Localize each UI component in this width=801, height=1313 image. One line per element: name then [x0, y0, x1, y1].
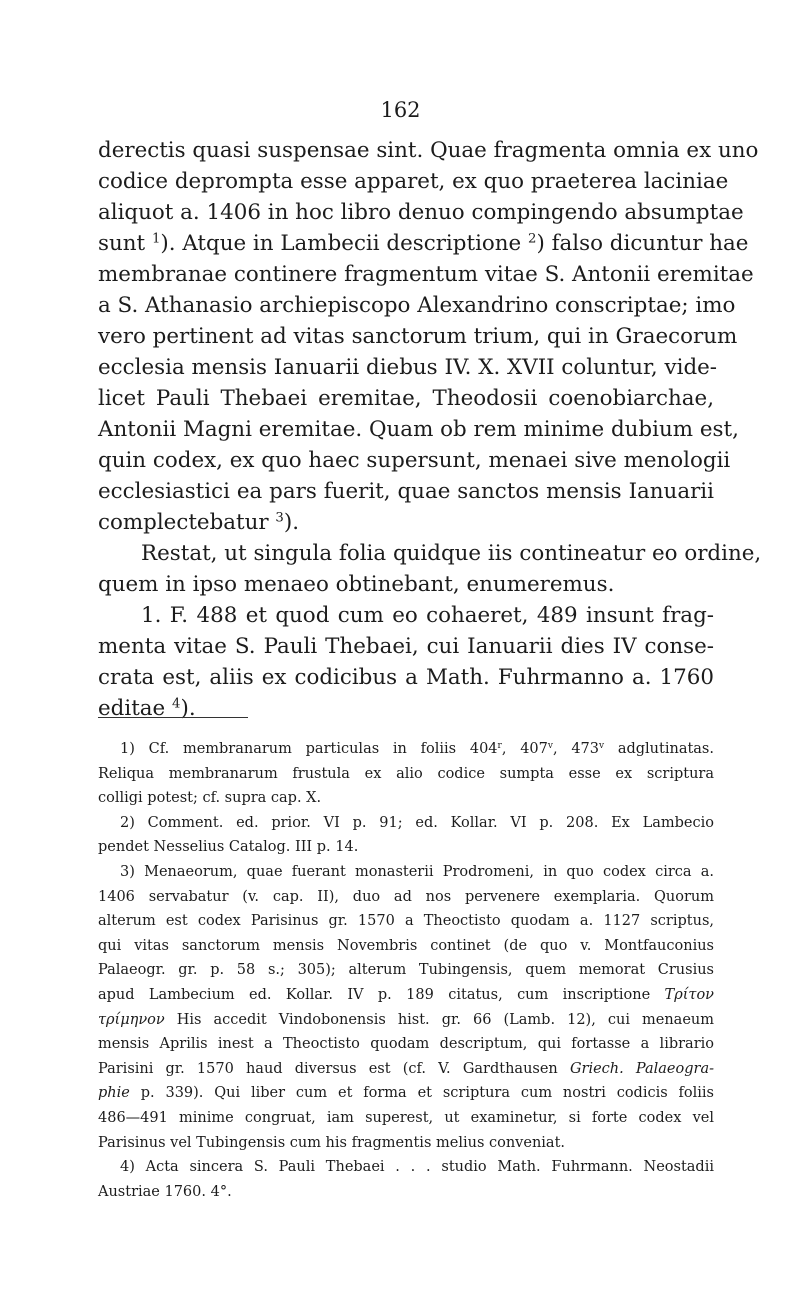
text-line: editae $^4$). [98, 696, 196, 721]
text-line: 1. F. 488 et quod cum eo cohaeret, 489 insunt frag- [141, 603, 714, 628]
text-line: crata est, aliis ex codicibus a Math. Fuhrmanno a. 1760 [98, 665, 714, 690]
footnote-marker: 4) [120, 1159, 146, 1176]
footnote-line: Austriae 1760. 4°. [98, 1183, 232, 1200]
footnote-line: phie p. 339). Qui liber cum et forma et scriptura cum nostri codicis foliis [98, 1085, 714, 1102]
text-line: sunt $^1$). Atque in Lambecii descriptione $^2$) falso dicuntur hae [98, 231, 749, 256]
footnote-line: mensis Aprilis inest a Theoctisto quodam descriptum, qui fortasse a librario [98, 1036, 714, 1053]
text-line: quem in ipso menaeo obtinebant, enumeremus. [98, 572, 615, 597]
footnote-line: colligi potest; cf. supra cap. X. [98, 790, 322, 807]
cited-work: phie [98, 1085, 130, 1102]
footnote-marker: 1) [120, 741, 149, 757]
text-line: a S. Athanasio archiepiscopo Alexandrino conscriptae; imo [98, 293, 736, 318]
text-line: menta vitae S. Pauli Thebaei, cui Ianuarii dies IV conse- [98, 634, 714, 659]
footnotes [98, 737, 714, 1204]
text-line: membranae continere fragmentum vitae S. Antonii eremitae [98, 262, 754, 287]
footnote-marker: 2) [120, 814, 148, 831]
footnote-2: 2) Comment. ed. prior. VI p. 91; ed. Kollar. VI p. 208. Ex Lambecio [120, 814, 714, 831]
footnote-marker: 3) [120, 863, 145, 880]
page-number: 162 [380, 98, 421, 122]
footnote-divider [98, 717, 248, 718]
main-text [98, 135, 762, 724]
footnote-line: Parisinus vel Tubingensis cum his fragmentis melius conveniat. [98, 1134, 566, 1151]
footnote-line: τρίμηνον His accedit Vindobonensis hist. gr. 66 (Lamb. 12), cui menaeum [98, 1011, 714, 1028]
text-line: quin codex, ex quo haec supersunt, menaei sive menologii [98, 448, 731, 473]
cited-work: Griech. Palaeogra- [569, 1060, 714, 1077]
text-line: ecclesia mensis Ianuarii diebus IV. X. XVII coluntur, vide- [98, 355, 718, 380]
text-line: ecclesiastici ea pars fuerit, quae sanctos mensis Ianuarii [98, 479, 714, 504]
footnote-line: Palaeogr. gr. p. 58 s.; 305); alterum Tubingensis, quem memorat Crusius [98, 962, 714, 979]
footnote-3: 3) Menaeorum, quae fuerant monasterii Prodromeni, in quo codex circa a. [120, 863, 714, 880]
footnote-ref-4: 4 [172, 696, 181, 712]
footnote-ref-3: 3 [275, 510, 284, 526]
footnote-4: 4) Acta sincera S. Pauli Thebaei . . . studio Math. Fuhrmann. Neostadii [120, 1159, 714, 1176]
footnote-ref-2: 2 [528, 231, 537, 247]
footnote-line: Reliqua membranarum frustula ex alio codice sumpta esse ex scriptura [98, 765, 714, 782]
greek-title: Τρίτον [664, 986, 714, 1003]
footnote-line: qui vitas sanctorum mensis Novembris continet (de quo v. Montfauconius [98, 937, 714, 954]
footnote-line: alterum est codex Parisinus gr. 1570 a Theoctisto quodam a. 1127 scriptus, [98, 913, 714, 930]
text-line: Restat, ut singula folia quidque iis contineatur eo ordine, [141, 541, 762, 566]
text-line: derectis quasi suspensae sint. Quae fragmenta omnia ex uno [98, 138, 759, 163]
footnote-line: 1406 servabatur (v. cap. II), duo ad nos pervenere exemplaria. Quorum [98, 888, 714, 905]
footnote-line: pendet Nesselius Catalog. III p. 14. [98, 839, 359, 856]
text-line: Antonii Magni eremitae. Quam ob rem minime dubium est, [98, 417, 739, 442]
footnote-line: apud Lambecium ed. Kollar. IV p. 189 citatus, cum inscriptione Τρίτον [98, 986, 714, 1003]
text-line: codice deprompta esse apparet, ex quo praeterea laciniae [98, 169, 729, 194]
text-line: licet Pauli Thebaei eremitae, Theodosii coenobiarchae, [98, 386, 714, 411]
footnote-1: 1) Cf. membranarum particulas in foliis 404$^r$, 407$^v$, 473$^v$ adglutinatas. [120, 741, 714, 757]
text-line: complectebatur $^3$). [98, 510, 300, 535]
footnote-line: Parisini gr. 1570 haud diversus est (cf. V. Gardthausen Griech. Palaeogra- [98, 1060, 714, 1077]
greek-title: τρίμηνον [98, 1011, 165, 1028]
footnote-line: 486—491 minime congruat, iam superest, ut examinetur, si forte codex vel [98, 1109, 714, 1126]
text-line: aliquot a. 1406 in hoc libro denuo compingendo absumptae [98, 200, 744, 225]
text-line: vero pertinent ad vitas sanctorum trium, qui in Graecorum [98, 324, 738, 349]
footnote-ref-1: 1 [151, 231, 161, 247]
